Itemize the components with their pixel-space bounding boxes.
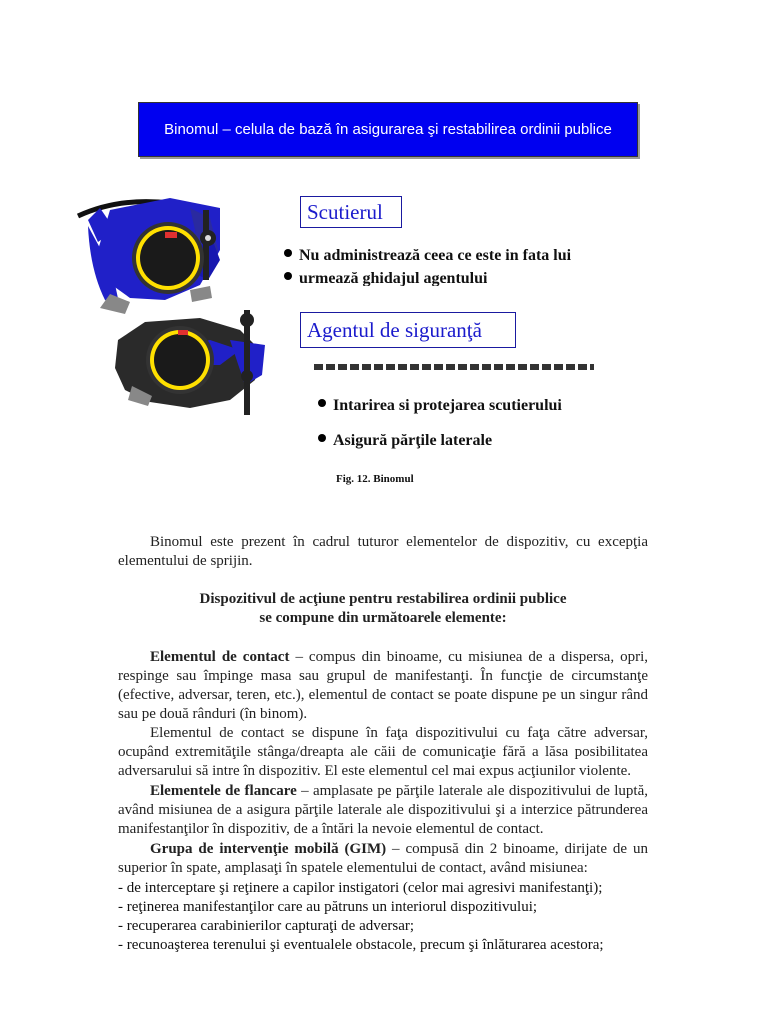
bullet-icon [284,272,292,280]
gim-text: – compusă din 2 binoame, dirijate de un superior în spate, amplasaţi în spatele elementului de contact, având misiunea: [118,841,648,876]
security-agent-heading-text: Agentul de siguranţă [307,318,482,342]
task-item: - recunoaşterea terenului şi eventualele obstacole, precum şi înlăturarea acestora; [118,937,604,953]
bullet-icon [318,434,326,442]
contact-paragraph [118,648,648,724]
agent-point-2: Asigură părţile laterale [318,431,492,451]
bullet-icon [284,249,292,257]
flank-term: Elementele de flancare [150,783,297,799]
contact-term: Elementul de contact [150,649,290,665]
gim-paragraph [118,840,648,878]
task-item: - recuperarea carabinierilor capturaţi de adversar; [118,918,415,934]
flank-text: – amplasate pe părţile laterale ale dispozitivului de luptă, având misiunea de a asigura părţile laterale ale dispozitivului şi a interzice pătrunderea manifestanţilor în dispozitiv, de a întări la nevoie elementul de contact. [118,783,649,837]
section-title-line-2: se compune din următoarele elemente: [259,610,507,626]
task-item: - reţinerea manifestanţilor care au pătruns un interiorul dispozitivului; [118,899,538,915]
gim-term: Grupa de intervenţie mobilă (GIM) [150,841,387,857]
figure-caption: Fig. 12. Binomul [336,473,414,485]
section-title-line-1: Dispozitivul de acţiune pentru restabilirea ordinii publice [199,591,567,607]
hidden-point-fragment [314,362,604,370]
shield-bearer-figure [88,198,220,314]
shield-point-1: Nu administrează ceea ce este in fata lui [284,246,571,266]
agent-point-1: Intarirea si protejarea scutierului [318,396,562,414]
flank-paragraph [118,782,648,839]
shield-bearer-heading-text: Scutierul [307,200,383,224]
bullet-icon [318,399,326,407]
contact-text: – compus din binoame, cu misiunea de a dispersa, opri, respinge sau împinge masa sau grupul de manifestanţi. În funcţie de circumstanţe (efective, adversar, teren, etc.), elementul de contact se poate dispune pe un singur rând sau pe două rânduri (în binom). [118,649,648,722]
title-text: Binomul – celula de bază în asigurarea şi restabilirea ordinii publice [164,121,612,138]
task-list [118,879,648,955]
shield-bearer-heading [300,196,402,228]
security-agent-figure [115,310,265,415]
binome-illustration [70,190,280,425]
title-banner [138,102,638,157]
section-title [118,590,648,628]
task-item: - de interceptare şi reţinere a capilor instigatori (celor mai agresivi manifestanţi); [118,880,603,896]
security-agent-heading [300,312,516,348]
shield-point-2: urmează ghidajul agentului [284,269,487,286]
intro-paragraph: Binomul este prezent în cadrul tuturor elementelor de dispozitiv, cu excepţia elementului de sprijin. [118,534,648,569]
contact-paragraph-2: Elementul de contact se dispune în faţa dispozitivului cu faţa către adversar, ocupând extremităţile stânga/dreapta ale căii de comunicaţie fără a lăsa posibilitatea adversarului să intre în dispozitiv. El este elementul cel mai expus acţiunilor violente. [118,725,648,779]
